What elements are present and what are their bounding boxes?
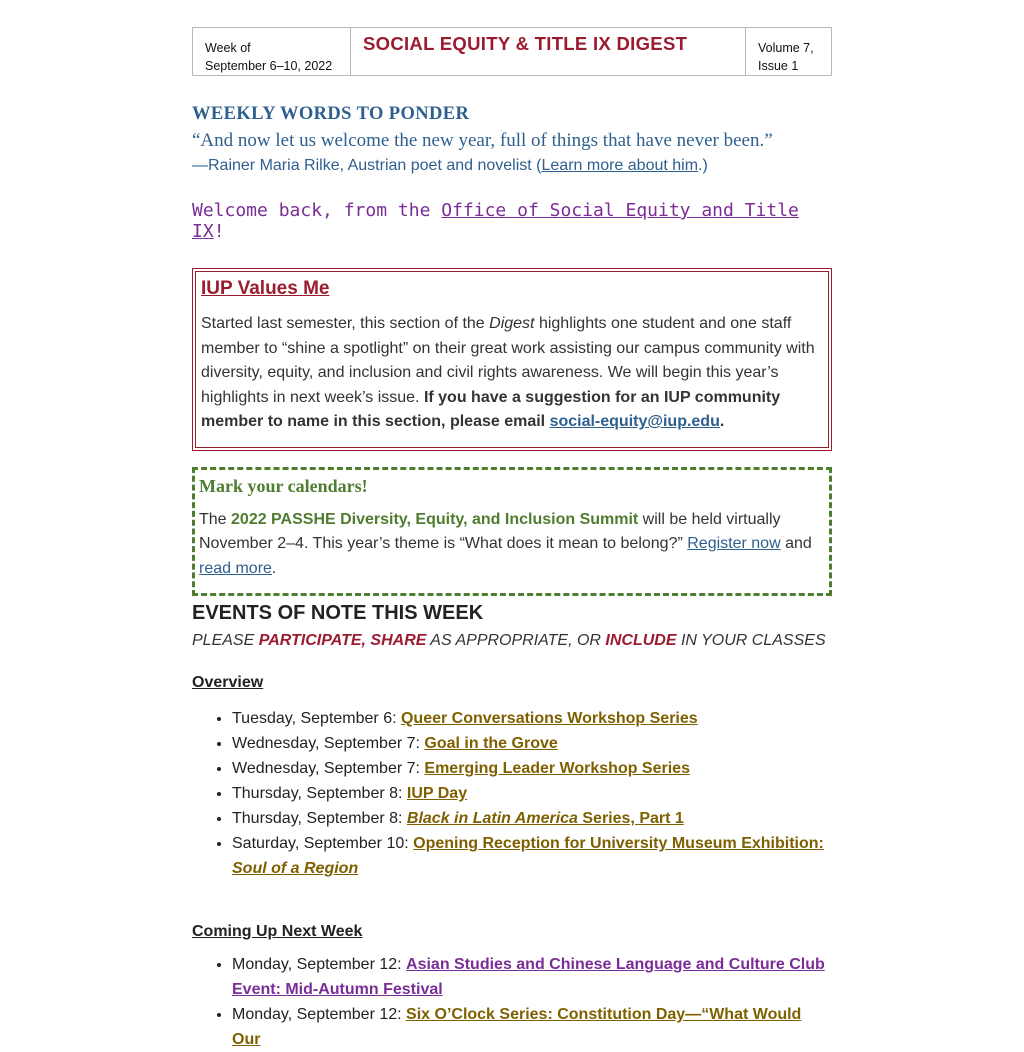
digest-em: Digest [489, 315, 535, 332]
issue-label: Issue 1 [758, 59, 799, 73]
calendar-text-2: will be held virtually November 2–4. This year’s theme is “What does it mean to belong?” [199, 510, 781, 552]
events-sub-1: PLEASE [192, 632, 259, 649]
office-link[interactable]: Office of Social Equity and Title IX [192, 200, 799, 242]
summit-name: 2022 PASSHE Diversity, Equity, and Inclusion Summit [231, 510, 639, 528]
events-heading: EVENTS OF NOTE THIS WEEK [192, 602, 484, 624]
coming-up-heading: Coming Up Next Week [192, 923, 363, 940]
list-item [232, 831, 832, 881]
event-link[interactable]: IUP Day [406, 785, 468, 802]
list-item [232, 706, 832, 731]
overview-list [192, 706, 832, 881]
overview-heading: Overview [192, 674, 264, 691]
event-link[interactable]: Goal in the Grove [424, 735, 558, 752]
list-item [232, 781, 832, 806]
week-dates: September 6–10, 2022 [205, 59, 333, 73]
calendar-box [192, 467, 832, 597]
list-item [232, 806, 832, 831]
events-subheading [192, 629, 832, 653]
suggestion-end: . [719, 413, 725, 430]
ponder-quote: “And now let us welcome the new year, full of things that have never been.” [192, 130, 773, 151]
participate-share: PARTICIPATE, SHARE [258, 632, 427, 649]
values-inner [195, 271, 829, 448]
event-title-rest: Series, Part 1 [577, 810, 684, 827]
event-link[interactable]: Asian Studies and Chinese Language and Culture Club Event: Mid-Autumn Festival [232, 956, 825, 998]
attribution-end: .) [698, 157, 708, 174]
events-sub-3: IN YOUR CLASSES [676, 632, 826, 649]
event-date: Saturday, September 10: [232, 835, 414, 852]
welcome-text: Welcome back, from the [192, 200, 442, 221]
event-date: Thursday, September 8: [232, 785, 407, 802]
ponder-attribution [192, 157, 832, 175]
event-link[interactable]: Queer Conversations Workshop Series [400, 710, 698, 727]
event-link[interactable] [407, 810, 684, 827]
attribution-text: —Rainer Maria Rilke, Austrian poet and novelist ( [192, 157, 542, 174]
volume-cell [746, 28, 831, 75]
event-title-em: Black in Latin America [406, 810, 578, 827]
digest-header [192, 27, 832, 76]
ponder-heading: WEEKLY WORDS TO PONDER [192, 104, 470, 124]
welcome-line [192, 200, 832, 242]
events-sub-2: AS APPROPRIATE, OR [426, 632, 606, 649]
event-date: Tuesday, September 6: [232, 710, 401, 727]
event-date: Monday, September 12: [232, 956, 407, 973]
list-item [232, 756, 832, 781]
week-cell [193, 28, 351, 75]
event-date: Monday, September 12: [232, 1006, 407, 1023]
include-word: INCLUDE [605, 632, 677, 649]
calendar-body [199, 508, 824, 582]
suggestion-prompt: If you have a suggestion for an IUP community member to name in this section, please email [201, 388, 781, 430]
volume-label: Volume 7, [758, 41, 814, 55]
calendar-end: . [271, 559, 277, 577]
values-text-1: Started last semester, this section of the [201, 315, 490, 332]
coming-up-list [192, 952, 832, 1052]
digest-page [192, 27, 832, 1052]
calendar-text-1: The [199, 510, 232, 528]
welcome-end: ! [213, 221, 225, 242]
calendar-title: Mark your calendars! [199, 475, 368, 496]
event-title-em: Soul of a Region [232, 860, 359, 877]
event-date: Thursday, September 8: [232, 810, 407, 827]
values-box [192, 268, 832, 451]
title-cell [351, 28, 746, 75]
event-title-rest: Opening Reception for University Museum Exhibition: [413, 835, 824, 852]
digest-title: SOCIAL EQUITY & TITLE IX DIGEST [363, 33, 688, 54]
calendar-and: and [780, 535, 812, 552]
values-body [201, 312, 823, 435]
email-link[interactable]: social-equity@iup.edu [549, 413, 720, 430]
values-title: IUP Values Me [201, 278, 330, 299]
learn-more-link[interactable]: Learn more about him [541, 157, 699, 174]
event-date: Wednesday, September 7: [232, 760, 425, 777]
event-link[interactable]: Six O’Clock Series: Constitution Day—“What Would Our [232, 1006, 802, 1048]
read-more-link[interactable]: read more [199, 559, 272, 577]
event-link[interactable]: Emerging Leader Workshop Series [424, 760, 690, 777]
register-link[interactable]: Register now [687, 535, 781, 552]
week-label: Week of [205, 41, 251, 55]
list-item [232, 731, 832, 756]
values-text-2: highlights one student and one staff member to “shine a spotlight” on their great work assisting our campus community with diversity, equity, and inclusion and civil rights awareness. We will begin this year’s highlights in next week’s issue. [201, 315, 815, 406]
event-date: Wednesday, September 7: [232, 735, 425, 752]
list-item [232, 952, 832, 1002]
list-item [232, 1002, 832, 1052]
